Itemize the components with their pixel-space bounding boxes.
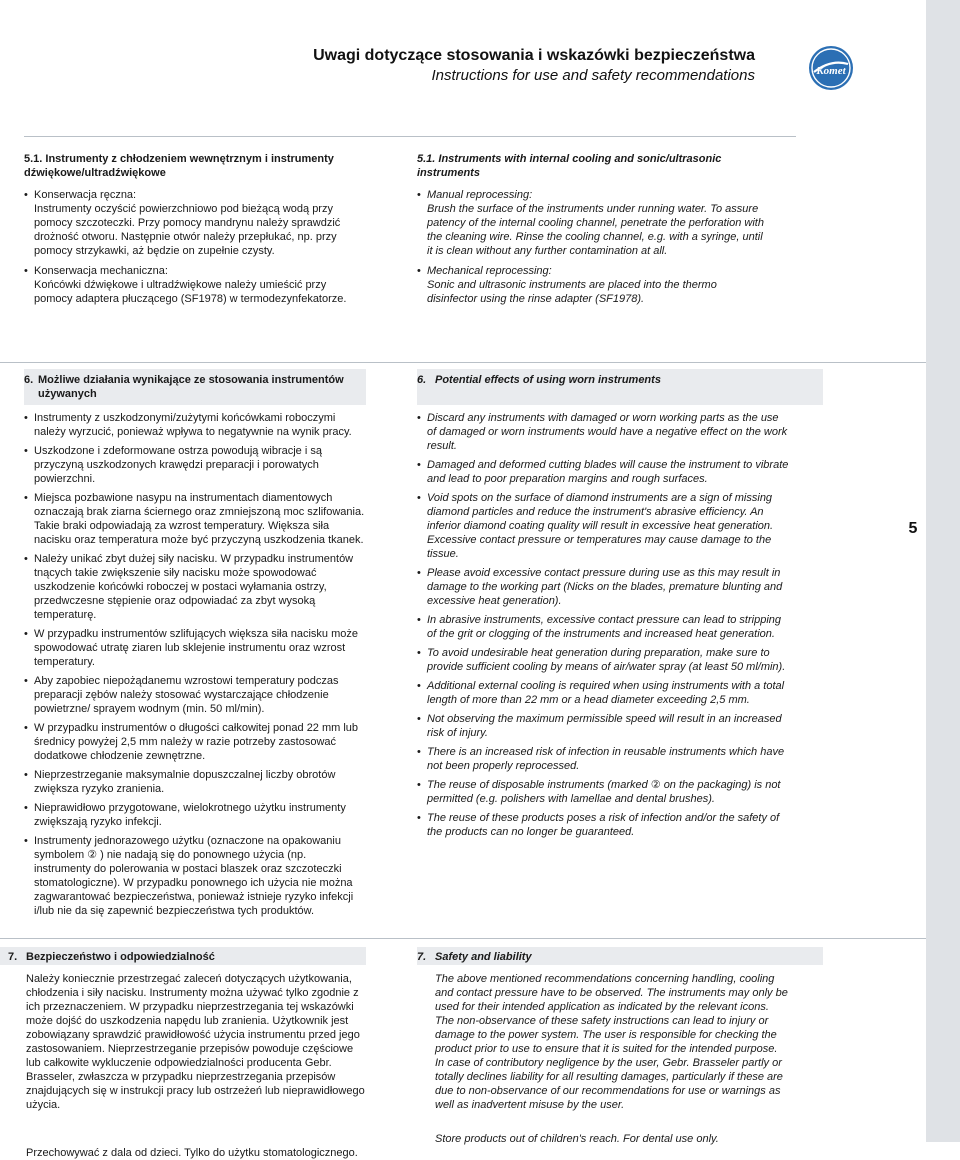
bullet-icon: •: [24, 445, 28, 457]
list-item-text: Instrumenty jednorazowego użytku (oznaczone na opakowaniu symbolem ② ) nie nadają się do ponownego użycia (np. instrumenty do polerowania w postaci blaszek oraz szczoteczki stomatologiczne). W przypadku ponownego ich użycia nie można zagwarantować bezpieczeństwa, ponieważ istnieje ryzyko infekcji i/lub nie da się zapewnić bezpieczeństwa tych produktów.: [34, 835, 354, 917]
section-6-number: 6.: [24, 374, 34, 386]
list-item-text: Please avoid excessive contact pressure during use as this may result in damage to the working part (Nicks on the blades, premature blunting and excessive heat generation).: [427, 567, 783, 607]
list-item: [417, 811, 789, 839]
list-item: [417, 411, 789, 453]
list-item: [24, 552, 366, 622]
divider-section-6: [0, 362, 926, 363]
list-item: [24, 444, 366, 486]
bullet-icon: •: [24, 492, 28, 504]
section-6-list: [24, 411, 366, 918]
section-7-number: 7.: [8, 951, 18, 963]
list-item-text: Additional external cooling is required when using instruments with a total length of more than 22 mm or a head diameter exceeding 2,5 mm.: [427, 680, 785, 706]
list-item: [417, 778, 789, 806]
section-6-heading-text: Możliwe działania wynikające ze stosowania instrumentów używanych: [38, 374, 344, 400]
section-5-1-heading: 5.1. Instrumenty z chłodzeniem wewnętrznym i instrumenty dźwiękowe/ultradźwiękowe: [24, 153, 334, 179]
mechanical-reprocessing-text: Końcówki dźwiękowe i ultradźwiękowe należy umieścić przy pomocy adaptera płuczącego (SF1978) w termodezynfekatorze.: [34, 279, 347, 305]
divider-top: [24, 136, 796, 137]
list-item-text: Należy unikać zbyt dużej siły nacisku. W przypadku instrumentów tnących takie zwiększenie siły nacisku może spowodować uszkodzenie końcówki roboczej w postaci wyłamania ostrzy, przedwczesne stępienie oraz odpowiadać za zbyt wysoką temperaturę.: [34, 553, 354, 621]
section-6-english: [417, 373, 789, 844]
bullet-icon: •: [24, 769, 28, 781]
list-item-text: W przypadku instrumentów o długości całkowitej ponad 22 mm lub średnicy powyżej 2,5 mm należy w razie potrzeby zastosować dodatkowe chłodzenie zewnętrzne.: [34, 722, 359, 762]
bullet-icon: •: [417, 746, 421, 758]
manual-reprocessing-label-en: Manual reprocessing:: [427, 189, 533, 201]
section-6-heading-text-en: Potential effects of using worn instruments: [435, 374, 661, 386]
list-item-text: Void spots on the surface of diamond instruments are a sign of missing diamond particles and reduce the instrument's abrasive efficiency. An inferior diamond coating quality will result in excessive heat generation. Excessive contact pressure or temperatures may cause damage to the tissue.: [427, 492, 774, 560]
logo-text: Komet: [816, 65, 846, 77]
bullet-icon: •: [417, 680, 421, 692]
manual-reprocessing-text-en: Brush the surface of the instruments under running water. To assure patency of the internal cooling channel, penetrate the perforation with the cleaning wire. Rinse the cooling channel, e.g. with a syringe, until it is clean without any further contamination at all.: [427, 203, 764, 257]
section-7-footer-en: Store products out of children's reach. For dental use only.: [435, 1133, 719, 1145]
bullet-icon: •: [417, 492, 421, 504]
list-item: [417, 566, 789, 608]
list-item: [24, 491, 366, 547]
bullet-icon: •: [417, 412, 421, 424]
list-item: [24, 834, 366, 918]
section-6-heading: [24, 373, 366, 401]
bullet-icon: •: [417, 779, 421, 791]
list-item: [417, 491, 789, 561]
list-item: [24, 627, 366, 669]
section-7-polish: [8, 950, 366, 1160]
list-item-text: Miejsca pozbawione nasypu na instrumentach diamentowych oznaczają brak ziarna ściernego oraz zmniejszoną moc szlifowania. Takie braki odpowiadają za wzrost temperatury. Większa siła nacisku oraz temperatura może być przyczyną uszkodzenia tkanek.: [34, 492, 365, 546]
bullet-icon: •: [24, 675, 28, 687]
list-item: [24, 188, 366, 258]
list-item: [24, 768, 366, 796]
bullet-icon: •: [24, 628, 28, 640]
bullet-icon: •: [24, 802, 28, 814]
bullet-icon: •: [417, 189, 421, 201]
section-7-heading-en: [417, 950, 789, 964]
section-6-polish: [24, 373, 366, 923]
list-item-text: Nieprawidłowo przygotowane, wielokrotnego użytku instrumenty zwiększają ryzyko infekcji.: [34, 802, 346, 828]
list-item-text: Damaged and deformed cutting blades will cause the instrument to vibrate and lead to poor preparation margins and rough surfaces.: [427, 459, 789, 485]
list-item: [417, 188, 767, 258]
sidebar-strip: [926, 0, 960, 1142]
section-5-1-english: [417, 152, 767, 311]
section-6-list-en: [417, 411, 789, 839]
bullet-icon: •: [24, 189, 28, 201]
divider-section-7: [0, 938, 926, 939]
list-item-text: The reuse of these products poses a risk of infection and/or the safety of the products can no longer be guaranteed.: [427, 812, 780, 838]
mechanical-reprocessing-label-en: Mechanical reprocessing:: [427, 265, 552, 277]
list-item: [24, 264, 366, 306]
bullet-icon: •: [417, 567, 421, 579]
list-item-text: Nieprzestrzeganie maksymalnie dopuszczalnej liczby obrotów zwiększa ryzyko zranienia.: [34, 769, 336, 795]
bullet-icon: •: [24, 835, 28, 847]
bullet-icon: •: [417, 614, 421, 626]
list-item: [417, 458, 789, 486]
section-6-heading-en: [417, 373, 789, 387]
list-item: [417, 613, 789, 641]
bullet-icon: •: [417, 265, 421, 277]
list-item-text: There is an increased risk of infection in reusable instruments which have not been properly reprocessed.: [427, 746, 785, 772]
list-item-text: Aby zapobiec niepożądanemu wzrostowi temperatury podczas preparacji zębów należy stosować wystarczające chłodzenie powietrzne/ sprayem wodnym (min. 50 ml/min).: [34, 675, 339, 715]
list-item: [417, 745, 789, 773]
list-item-text: The reuse of disposable instruments (marked ② on the packaging) is not permitted (e.g. polishers with lamellae and dental brushes).: [427, 779, 781, 805]
page-title-block: [280, 46, 755, 85]
list-item: [24, 721, 366, 763]
list-item-text: W przypadku instrumentów szlifujących większa siła nacisku może spowodować utratę ziaren lub sklejenie instrumentu oraz wzrost temperatury.: [34, 628, 359, 668]
page-number: 5: [908, 520, 918, 537]
section-7-heading-text-en: Safety and liability: [435, 951, 532, 963]
bullet-icon: •: [24, 722, 28, 734]
list-item-text: In abrasive instruments, excessive contact pressure can lead to stripping of the grit or clogging of the instruments and increased heat generation.: [427, 614, 782, 640]
section-7-number-en: 7.: [417, 951, 427, 963]
bullet-icon: •: [417, 459, 421, 471]
list-item: [417, 264, 767, 306]
list-item-text: Uszkodzone i zdeformowane ostrza powodują wibracje i są przyczyną uszkodzonych krawędzi preparacji i porowatych powierzchni.: [34, 445, 322, 485]
list-item: [417, 646, 789, 674]
manual-reprocessing-text: Instrumenty oczyścić powierzchniowo pod bieżącą wodą przy pomocy szczoteczki. Przy pomocy mandrynu należy sprawdzić drożność otworu. Następnie otwór należy przepłukać, np. przy pomocy strzykawki, aż będzie on zupełnie czysty.: [34, 203, 341, 257]
list-item: [24, 801, 366, 829]
bullet-icon: •: [417, 713, 421, 725]
section-5-1-polish: [24, 152, 366, 311]
mechanical-reprocessing-label: Konserwacja mechaniczna:: [34, 265, 168, 277]
list-item-text: Discard any instruments with damaged or worn working parts as the use of damaged or worn instruments would have a negative effect on the work result.: [427, 412, 788, 452]
page-title-polish: Uwagi dotyczące stosowania i wskazówki bezpieczeństwa: [313, 47, 755, 64]
section-5-1-heading-en: 5.1. Instruments with internal cooling and sonic/ultrasonic instruments: [417, 153, 722, 179]
list-item-text: Instrumenty z uszkodzonymi/zużytymi końcówkami roboczymi należy wyrzucić, ponieważ wpływa to negatywnie na wynik pracy.: [34, 412, 352, 438]
section-7-text-en: The above mentioned recommendations concerning handling, cooling and contact pressure have to be observed. The instruments may only be used for their intended application as indicated by the relevant icons. The non-observance of these safety instructions can lead to injury or damage to the power system. The user is responsible for checking the product prior to use to ensure that it is suited for the intended purpose. In case of contributory negligence by the user, Gebr. Brasseler partly or totally declines liability for all resulting damages, particularly if these are due to non-observance of our recommendations for use or warnings as well as inadvertent misuse by the user.: [435, 973, 788, 1111]
bullet-icon: •: [24, 412, 28, 424]
bullet-icon: •: [24, 553, 28, 565]
komet-logo: [808, 45, 854, 91]
list-item: [417, 679, 789, 707]
mechanical-reprocessing-text-en: Sonic and ultrasonic instruments are placed into the thermo disinfector using the rinse adapter (SF1978).: [427, 279, 717, 305]
list-item-text: Not observing the maximum permissible speed will result in an increased risk of injury.: [427, 713, 782, 739]
list-item: [24, 411, 366, 439]
section-7-heading-text: Bezpieczeństwo i odpowiedzialność: [26, 951, 215, 963]
bullet-icon: •: [417, 812, 421, 824]
section-7-text: Należy koniecznie przestrzegać zaleceń dotyczących użytkowania, chłodzenia i siły nacisku. Instrumenty można używać tylko zgodnie z ich przeznaczeniem. W przypadku nieprzestrzegania tej wskazówki może dojść do uszkodzenia napędu lub zranienia. Użytkownik jest zobowiązany sprawdzić prawidłowość użycia instrumentu przed jego zastosowaniem. Nieprzestrzeganie przepisów powoduje częściowe lub całkowite wykluczenie odpowiedzialności producenta Gebr. Brasseler, zwłaszcza w przypadku nieprzestrzegania przepisów znajdujących się w instrukcji pracy lub ostrzeżeń lub nieprawidłowego użycia.: [26, 973, 365, 1111]
list-item: [24, 674, 366, 716]
bullet-icon: •: [417, 647, 421, 659]
manual-reprocessing-label: Konserwacja ręczna:: [34, 189, 137, 201]
section-7-english: [417, 950, 789, 1146]
list-item-text: To avoid undesirable heat generation during preparation, make sure to provide sufficient cooling by means of air/water spray (at least 50 ml/min).: [427, 647, 786, 673]
section-6-number-en: 6.: [417, 374, 427, 386]
section-7-heading: [8, 950, 366, 964]
page-title-english: Instructions for use and safety recommendations: [431, 67, 755, 84]
bullet-icon: •: [24, 265, 28, 277]
section-7-footer: Przechowywać z dala od dzieci. Tylko do użytku stomatologicznego.: [26, 1147, 358, 1159]
list-item: [417, 712, 789, 740]
